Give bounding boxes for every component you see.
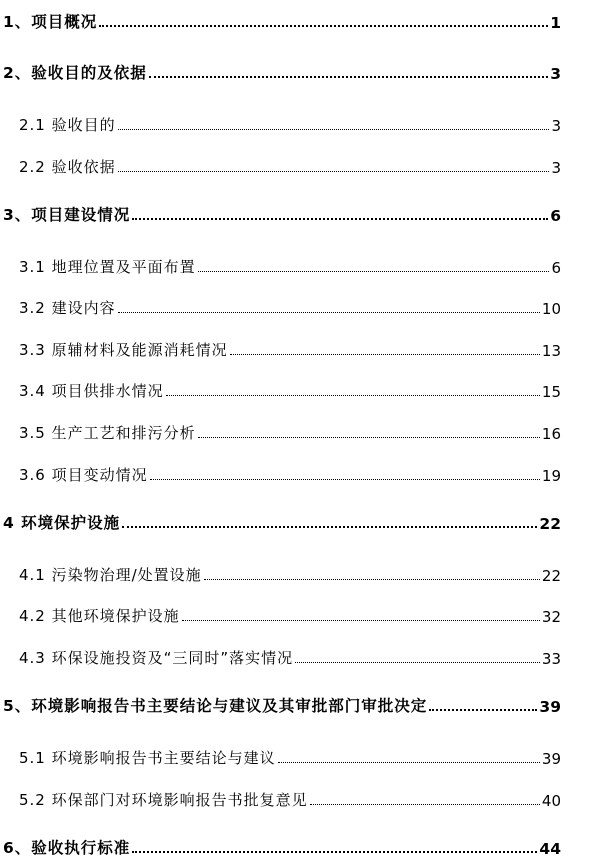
toc-entry-title: 2、验收目的及依据 <box>3 64 147 82</box>
toc-entry-title: 1、项目概况 <box>3 13 98 31</box>
dot-leader <box>118 171 550 172</box>
dot-leader <box>182 620 540 621</box>
toc-entry-page-number: 39 <box>541 750 561 768</box>
dot-leader <box>230 354 540 355</box>
dot-leader <box>150 479 540 480</box>
toc-entry[interactable] <box>19 461 561 485</box>
toc-entry[interactable] <box>3 509 561 533</box>
toc-entry-page-number: 22 <box>539 515 561 533</box>
toc-entry[interactable] <box>19 253 561 277</box>
toc-entry-title: 6、验收执行标准 <box>3 839 131 857</box>
toc-entry[interactable] <box>19 419 561 443</box>
toc-entry-title: 3.4 项目供排水情况 <box>19 382 164 400</box>
dot-leader <box>166 395 540 396</box>
toc-entry-title: 2.2 验收依据 <box>19 158 116 176</box>
toc-entry[interactable] <box>19 561 561 585</box>
toc-entry-page-number: 19 <box>541 467 561 485</box>
dot-leader <box>118 312 540 313</box>
toc-entry-page-number: 3 <box>551 117 561 135</box>
toc-entry-page-number: 6 <box>550 207 561 225</box>
toc-entry-page-number: 44 <box>539 840 561 858</box>
toc-entry-title: 5、环境影响报告书主要结论与建议及其审批部门审批决定 <box>3 697 428 715</box>
dot-leader <box>122 526 537 528</box>
toc-entry-title: 3.5 生产工艺和排污分析 <box>19 424 196 442</box>
dot-leader <box>149 76 548 78</box>
dot-leader <box>198 271 550 272</box>
toc-entry-title: 2.1 验收目的 <box>19 116 116 134</box>
toc-entry-page-number: 3 <box>551 159 561 177</box>
dot-leader <box>310 804 540 805</box>
toc-entry[interactable] <box>19 786 561 810</box>
dot-leader <box>295 662 540 663</box>
dot-leader <box>204 579 540 580</box>
toc-entry-title: 5.1 环境影响报告书主要结论与建议 <box>19 749 276 767</box>
toc-entry-page-number: 40 <box>541 792 561 810</box>
toc-entry-title: 4 环境保护设施 <box>3 514 121 532</box>
toc-entry[interactable] <box>19 744 561 768</box>
toc-entry-page-number: 39 <box>539 698 561 716</box>
toc-entry-title: 3.1 地理位置及平面布置 <box>19 258 196 276</box>
toc-entry-page-number: 33 <box>541 650 561 668</box>
toc-entry-page-number: 3 <box>550 65 561 83</box>
dot-leader <box>198 437 540 438</box>
toc-entry[interactable] <box>19 336 561 360</box>
toc-entry-title: 4.2 其他环境保护设施 <box>19 607 180 625</box>
toc-entry[interactable] <box>3 201 561 225</box>
dot-leader <box>99 25 548 27</box>
toc-entry-title: 3.6 项目变动情况 <box>19 466 148 484</box>
toc-entry-page-number: 16 <box>541 425 561 443</box>
dot-leader <box>118 129 550 130</box>
toc-entry-title: 4.1 污染物治理/处置设施 <box>19 566 202 584</box>
toc-entry[interactable] <box>19 602 561 626</box>
dot-leader <box>132 851 537 853</box>
toc-entry[interactable] <box>3 692 561 716</box>
toc-entry-page-number: 22 <box>541 567 561 585</box>
toc-entry-page-number: 10 <box>541 300 561 318</box>
toc-entry-title: 3.2 建设内容 <box>19 299 116 317</box>
toc-entry-page-number: 6 <box>551 259 561 277</box>
toc-entry-title: 3、项目建设情况 <box>3 206 131 224</box>
toc-entry-title: 5.2 环保部门对环境影响报告书批复意见 <box>19 791 308 809</box>
toc-entry[interactable] <box>19 294 561 318</box>
toc-entry-page-number: 13 <box>541 342 561 360</box>
toc-entry-title: 4.3 环保设施投资及“三同时”落实情况 <box>19 649 294 667</box>
toc-entry[interactable] <box>19 377 561 401</box>
toc-entry[interactable] <box>19 153 561 177</box>
toc-entry[interactable] <box>19 111 561 135</box>
toc-entry-page-number: 15 <box>541 383 561 401</box>
dot-leader <box>132 218 548 220</box>
toc-entry[interactable] <box>3 8 561 32</box>
toc-entry-page-number: 32 <box>541 608 561 626</box>
toc-entry[interactable] <box>3 834 561 858</box>
toc-entry-title: 3.3 原辅材料及能源消耗情况 <box>19 341 228 359</box>
dot-leader <box>278 762 540 763</box>
toc-entry[interactable] <box>19 644 561 668</box>
toc-entry[interactable] <box>3 59 561 83</box>
dot-leader <box>429 709 537 711</box>
toc-entry-page-number: 1 <box>550 14 561 32</box>
